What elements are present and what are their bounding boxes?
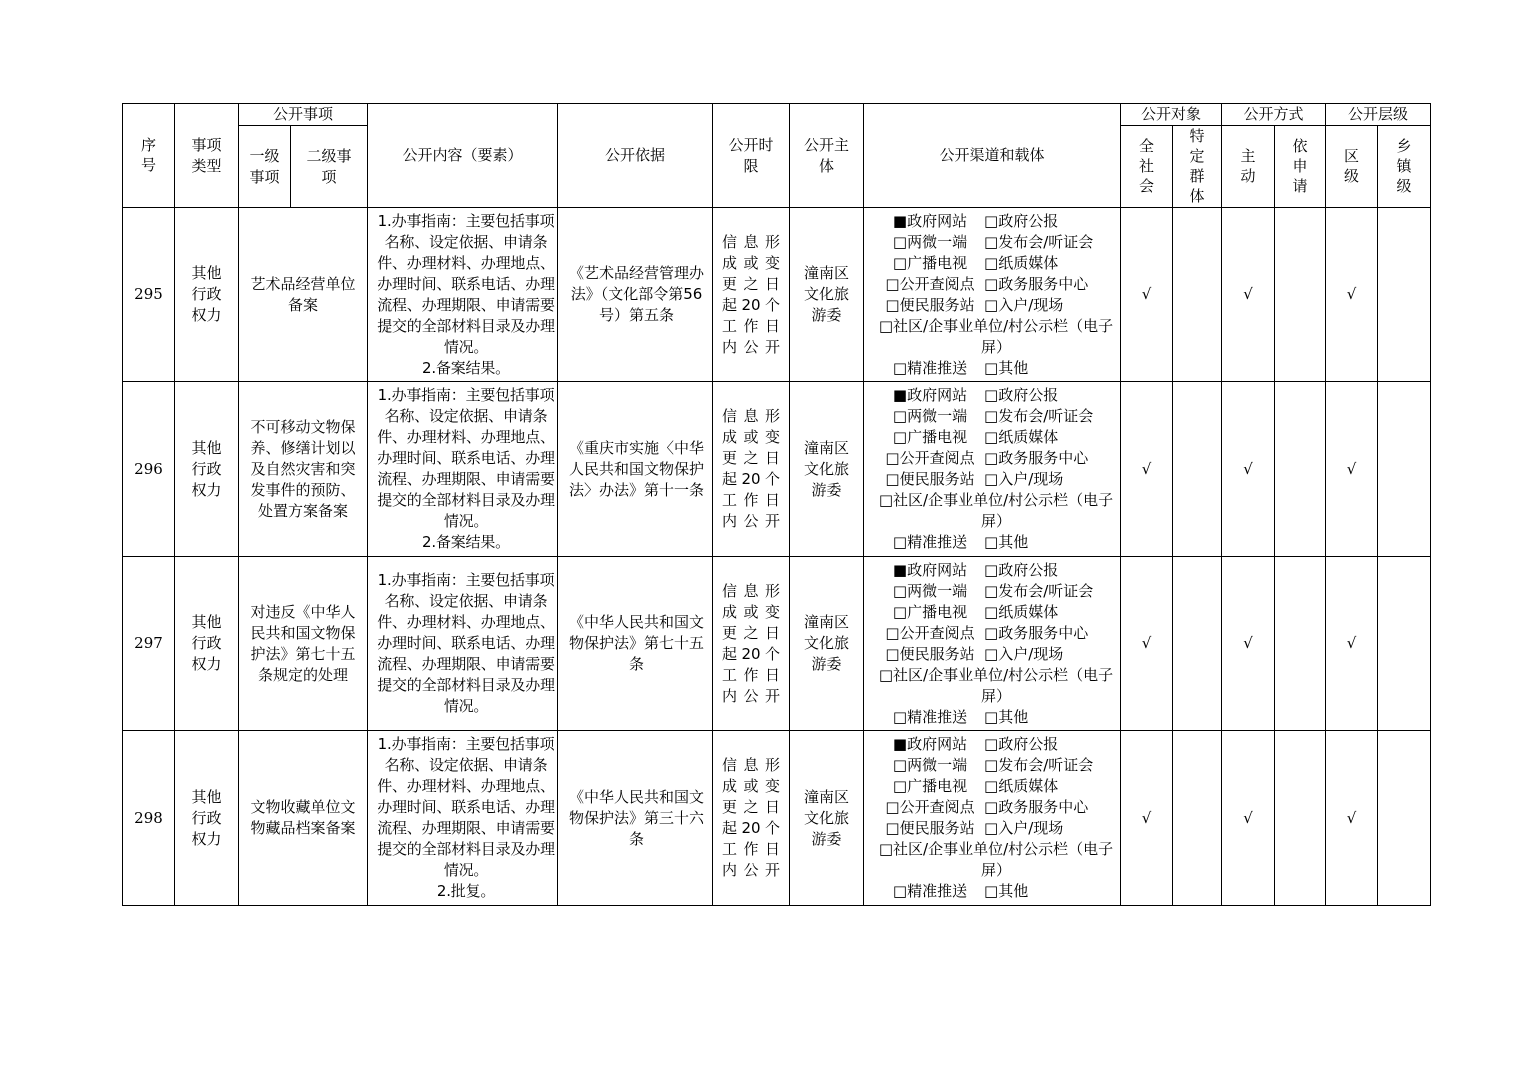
row-channels: ■政府网站 □政府公报 □两微一端 □发布会/听证会 □广播电视 □纸质媒体 □公开查阅点 □政务服务中心 □便民服务站 □入户/现场 □社区/企事业单位/村公示栏（电子屏） □精准推送 □其他 (864, 382, 1121, 557)
row-channels: ■政府网站 □政府公报 □两微一端 □发布会/听证会 □广播电视 □纸质媒体 □公开查阅点 □政务服务中心 □便民服务站 □入户/现场 □社区/企事业单位/村公示栏（电子屏） □精准推送 □其他 (864, 731, 1121, 906)
row-time-limit: 信息形 成或变 更之日 起20个 工作日 内公开 (713, 557, 790, 731)
header-level-district: 区级 (1326, 126, 1378, 208)
row-method-active: √ (1222, 731, 1275, 906)
row-subject: 潼南区文化旅游委 (790, 382, 864, 557)
row-subject: 潼南区文化旅游委 (790, 208, 864, 382)
row-method-active: √ (1222, 208, 1275, 382)
header-time-limit: 公开时限 (713, 104, 790, 208)
row-seq: 297 (123, 557, 175, 731)
row-level-district: √ (1326, 731, 1378, 906)
row-method-active: √ (1222, 557, 1275, 731)
row-level-town (1378, 731, 1431, 906)
row-object-specific (1173, 557, 1222, 731)
row-seq: 298 (123, 731, 175, 906)
header-seq: 序号 (123, 104, 175, 208)
row-time-limit: 信息形 成或变 更之日 起20个 工作日 内公开 (713, 382, 790, 557)
row-time-limit: 信息形 成或变 更之日 起20个 工作日 内公开 (713, 731, 790, 906)
row-content (368, 382, 558, 557)
row-object-specific (1173, 208, 1222, 382)
header-method-active: 主动 (1222, 126, 1275, 208)
row-level-district: √ (1326, 382, 1378, 557)
row-object-specific (1173, 382, 1222, 557)
row-content-guide: 1.办事指南：主要包括事项名称、设定依据、申请条件、办理材料、办理地点、办理时间、联系电话、办理流程、办理期限、申请需要提交的全部材料目录及办理情况。 (377, 386, 555, 530)
row-channels: ■政府网站 □政府公报 □两微一端 □发布会/听证会 □广播电视 □纸质媒体 □公开查阅点 □政务服务中心 □便民服务站 □入户/现场 □社区/企事业单位/村公示栏（电子屏） □精准推送 □其他 (864, 557, 1121, 731)
row-type: 其他行政权力 (175, 208, 239, 382)
row-object-all: √ (1121, 208, 1173, 382)
row-type: 其他行政权力 (175, 557, 239, 731)
row-content-guide: 1.办事指南：主要包括事项名称、设定依据、申请条件、办理材料、办理地点、办理时间、联系电话、办理流程、办理期限、申请需要提交的全部材料目录及办理情况。 (377, 211, 555, 356)
row-object-all: √ (1121, 557, 1173, 731)
header-level-town: 乡镇级 (1378, 126, 1431, 208)
table-row (123, 557, 1431, 731)
table-row (123, 731, 1431, 906)
row-content (368, 557, 558, 731)
row-basis: 《重庆市实施〈中华人民共和国文物保护法〉办法》第十一条 (558, 382, 713, 557)
header-matter-l2: 二级事项 (291, 126, 368, 208)
row-content (368, 731, 558, 906)
header-basis: 公开依据 (558, 104, 713, 208)
row-basis: 《中华人民共和国文物保护法》第七十五条 (558, 557, 713, 731)
table-row (123, 208, 1431, 382)
row-level-town (1378, 557, 1431, 731)
disclosure-table (122, 103, 1431, 906)
row-seq: 295 (123, 208, 175, 382)
row-object-all: √ (1121, 731, 1173, 906)
row-method-active: √ (1222, 382, 1275, 557)
row-type: 其他行政权力 (175, 731, 239, 906)
row-basis: 《中华人民共和国文物保护法》第三十六条 (558, 731, 713, 906)
header-matter-group: 公开事项 (239, 104, 368, 126)
header-matter-l1: 一级事项 (239, 126, 291, 208)
header-object-all: 全社会 (1121, 126, 1173, 208)
row-content-result: 2.备案结果。 (422, 358, 510, 377)
row-method-request (1275, 731, 1326, 906)
row-matter: 艺术品经营单位备案 (239, 208, 368, 382)
row-object-all: √ (1121, 382, 1173, 557)
row-method-request (1275, 208, 1326, 382)
header-type: 事项类型 (175, 104, 239, 208)
row-level-town (1378, 208, 1431, 382)
row-method-request (1275, 557, 1326, 731)
header-method-group: 公开方式 (1222, 104, 1326, 126)
row-time-limit: 信息形 成或变 更之日 起20个 工作日 内公开 (713, 208, 790, 382)
header-subject: 公开主体 (790, 104, 864, 208)
row-channels: ■政府网站 □政府公报 □两微一端 □发布会/听证会 □广播电视 □纸质媒体 □公开查阅点 □政务服务中心 □便民服务站 □入户/现场 □社区/企事业单位/村公示栏（电子屏） □精准推送 □其他 (864, 208, 1121, 382)
row-content-guide: 1.办事指南：主要包括事项名称、设定依据、申请条件、办理材料、办理地点、办理时间、联系电话、办理流程、办理期限、申请需要提交的全部材料目录及办理情况。 (377, 735, 555, 879)
header-row-1 (123, 104, 1431, 126)
row-object-specific (1173, 731, 1222, 906)
row-method-request (1275, 382, 1326, 557)
row-content (368, 208, 558, 382)
row-matter: 对违反《中华人民共和国文物保护法》第七十五条规定的处理 (239, 557, 368, 731)
row-content-result: 2.批复。 (436, 882, 496, 900)
row-basis: 《艺术品经营管理办法》（文化部令第56号）第五条 (558, 208, 713, 382)
header-method-request: 依申请 (1275, 126, 1326, 208)
row-seq: 296 (123, 382, 175, 557)
row-subject: 潼南区文化旅游委 (790, 557, 864, 731)
header-channels: 公开渠道和载体 (864, 104, 1121, 208)
header-content: 公开内容（要素） (368, 104, 558, 208)
header-level-group: 公开层级 (1326, 104, 1431, 126)
row-matter: 文物收藏单位文物藏品档案备案 (239, 731, 368, 906)
row-type: 其他行政权力 (175, 382, 239, 557)
row-level-district: √ (1326, 557, 1378, 731)
row-subject: 潼南区文化旅游委 (790, 731, 864, 906)
row-matter: 不可移动文物保养、修缮计划以及自然灾害和突发事件的预防、处置方案备案 (239, 382, 368, 557)
row-content-guide: 1.办事指南：主要包括事项名称、设定依据、申请条件、办理材料、办理地点、办理时间、联系电话、办理流程、办理期限、申请需要提交的全部材料目录及办理情况。 (377, 571, 555, 715)
row-level-district: √ (1326, 208, 1378, 382)
row-content-result: 2.备案结果。 (422, 533, 510, 551)
row-level-town (1378, 382, 1431, 557)
header-object-group: 公开对象 (1121, 104, 1222, 126)
table-row (123, 382, 1431, 557)
header-object-specific: 特定群体 (1173, 126, 1222, 208)
